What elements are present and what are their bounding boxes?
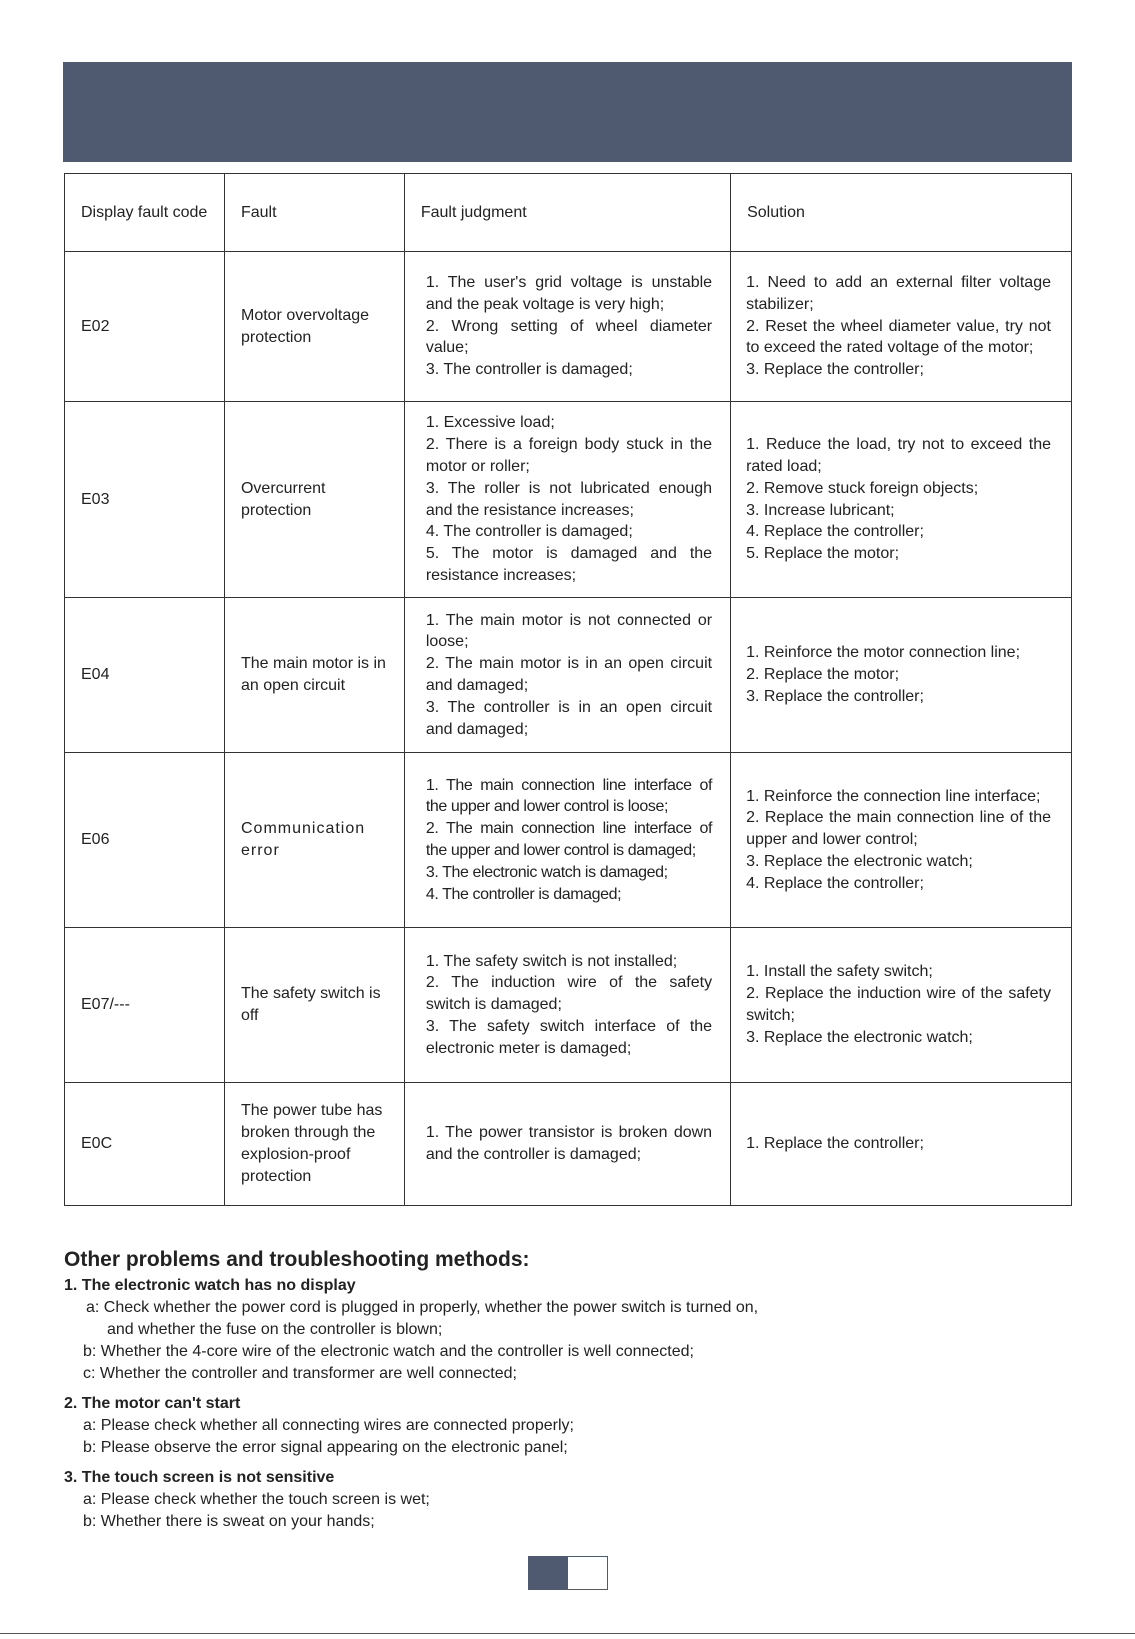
judgment-line: 2. Wrong setting of wheel diameter value;	[425, 317, 713, 357]
problem-step: b: Whether the 4-core wire of the electronic watch and the controller is well connected;	[83, 1343, 694, 1360]
other-problems-section	[64, 1247, 1064, 1541]
solution-line: 3. Replace the electronic watch;	[746, 1028, 973, 1046]
solution-cell	[731, 1083, 1072, 1206]
problem-item	[64, 1467, 1064, 1533]
solution-line: 5. Replace the motor;	[746, 545, 900, 563]
header-fault-judgment: Fault judgment	[404, 174, 730, 252]
fault-judgment-cell	[404, 252, 730, 402]
solution-line: 4. Replace the controller;	[746, 523, 924, 541]
table-row	[65, 753, 1072, 928]
header-solution: Solution	[731, 174, 1072, 252]
solution-line: 1. Replace the controller;	[746, 1135, 924, 1153]
fault-cell: Motor overvoltage protection	[224, 252, 404, 402]
judgment-line: 3. The roller is not lubricated enough and the resistance increases;	[425, 479, 713, 519]
fault-cell: The power tube has broken through the explosion-proof protection	[224, 1083, 404, 1206]
solution-line: 3. Replace the electronic watch;	[746, 852, 973, 870]
solution-cell	[731, 252, 1072, 402]
judgment-line: 3. The electronic watch is damaged;	[425, 863, 668, 881]
judgment-line: 2. There is a foreign body stuck in the motor or roller;	[425, 436, 713, 475]
problem-step: and whether the fuse on the controller is blown;	[107, 1321, 443, 1338]
header-fault-code: Display fault code	[65, 174, 225, 252]
problem-step: b: Whether there is sweat on your hands;	[83, 1513, 375, 1530]
fault-code-cell: E02	[65, 252, 225, 402]
table-row	[65, 1083, 1072, 1206]
solution-cell	[731, 928, 1072, 1083]
solution-line: 2. Replace the motor;	[746, 666, 900, 684]
judgment-line: 2. The induction wire of the safety switch is damaged;	[425, 974, 713, 1014]
problem-title: 3. The touch screen is not sensitive	[64, 1469, 335, 1486]
fault-judgment-cell	[404, 1083, 730, 1206]
other-problems-heading: Other problems and troubleshooting methods:	[64, 1248, 530, 1271]
table-row	[65, 402, 1072, 598]
judgment-line: 1. The power transistor is broken down and the controller is damaged;	[425, 1124, 713, 1163]
solution-cell	[731, 753, 1072, 928]
judgment-line: 5. The motor is damaged and the resistance increases;	[425, 545, 713, 584]
table-row	[65, 928, 1072, 1083]
judgment-line: 3. The safety switch interface of the electronic meter is damaged;	[425, 1017, 713, 1057]
problem-item	[64, 1393, 1064, 1459]
solution-line: 4. Replace the controller;	[746, 874, 924, 892]
judgment-line: 2. The main connection line interface of the upper and lower control is damaged;	[425, 820, 713, 859]
fault-cell: The main motor is in an open circuit	[224, 598, 404, 753]
solution-line: 3. Replace the controller;	[746, 361, 924, 379]
problem-item	[64, 1275, 1064, 1385]
solution-cell	[731, 598, 1072, 753]
fault-judgment-cell	[404, 598, 730, 753]
fault-code-cell: E03	[65, 402, 225, 598]
judgment-line: 1. Excessive load;	[425, 414, 555, 432]
fault-cell: Communication error	[224, 753, 404, 928]
solution-line: 1. Reduce the load, try not to exceed the rated load;	[746, 436, 1051, 475]
solution-cell	[731, 402, 1072, 598]
solution-line: 1. Reinforce the connection line interface;	[746, 787, 1041, 805]
fault-code-cell: E04	[65, 598, 225, 753]
solution-line: 3. Increase lubricant;	[746, 501, 895, 519]
table-row	[65, 252, 1072, 402]
fault-judgment-cell	[404, 402, 730, 598]
page-number-tab	[528, 1556, 608, 1590]
judgment-line: 1. The user's grid voltage is unstable and the peak voltage is very high;	[425, 274, 713, 313]
header-fault: Fault	[224, 174, 404, 252]
problem-step: a: Check whether the power cord is plugged in properly, whether the power switch is turned on,	[86, 1299, 759, 1316]
fault-code-cell: E0C	[65, 1083, 225, 1206]
page-tab-light	[568, 1557, 607, 1589]
fault-code-cell: E07/---	[65, 928, 225, 1083]
fault-judgment-cell	[404, 928, 730, 1083]
fault-cell: Overcurrent protection	[224, 402, 404, 598]
footer-rule	[0, 1633, 1135, 1634]
solution-line: 2. Replace the induction wire of the safety switch;	[746, 985, 1051, 1024]
judgment-line: 1. The safety switch is not installed;	[425, 952, 678, 970]
fault-code-table	[64, 173, 1072, 1206]
problem-step: a: Please check whether the touch screen is wet;	[83, 1491, 430, 1508]
judgment-line: 3. The controller is in an open circuit and damaged;	[425, 698, 713, 738]
solution-line: 1. Install the safety switch;	[746, 963, 933, 981]
judgment-line: 1. The main motor is not connected or loose;	[425, 611, 713, 651]
solution-line: 1. Need to add an external filter voltage stabilizer;	[746, 274, 1051, 313]
table-header-row	[65, 174, 1072, 252]
solution-line: 1. Reinforce the motor connection line;	[746, 644, 1021, 662]
fault-cell: The safety switch is off	[224, 928, 404, 1083]
judgment-line: 4. The controller is damaged;	[425, 885, 622, 903]
problem-step: a: Please check whether all connecting wires are connected properly;	[83, 1417, 574, 1434]
problem-step: b: Please observe the error signal appearing on the electronic panel;	[83, 1439, 568, 1456]
problem-title: 1. The electronic watch has no display	[64, 1277, 356, 1294]
solution-line: 2. Replace the main connection line of the upper and lower control;	[746, 809, 1051, 849]
page-tab-dark	[529, 1557, 568, 1589]
problem-title: 2. The motor can't start	[64, 1395, 241, 1412]
solution-line: 2. Remove stuck foreign objects;	[746, 479, 979, 497]
judgment-line: 1. The main connection line interface of the upper and lower control is loose;	[425, 776, 713, 816]
fault-code-cell: E06	[65, 753, 225, 928]
header-banner	[63, 62, 1072, 162]
solution-line: 2. Reset the wheel diameter value, try not to exceed the rated voltage of the motor;	[746, 317, 1051, 357]
judgment-line: 2. The main motor is in an open circuit and damaged;	[425, 655, 713, 694]
solution-line: 3. Replace the controller;	[746, 687, 924, 705]
problem-step: c: Whether the controller and transformer are well connected;	[83, 1365, 517, 1382]
judgment-line: 3. The controller is damaged;	[425, 361, 633, 379]
table-row	[65, 598, 1072, 753]
judgment-line: 4. The controller is damaged;	[425, 523, 633, 541]
fault-judgment-cell	[404, 753, 730, 928]
